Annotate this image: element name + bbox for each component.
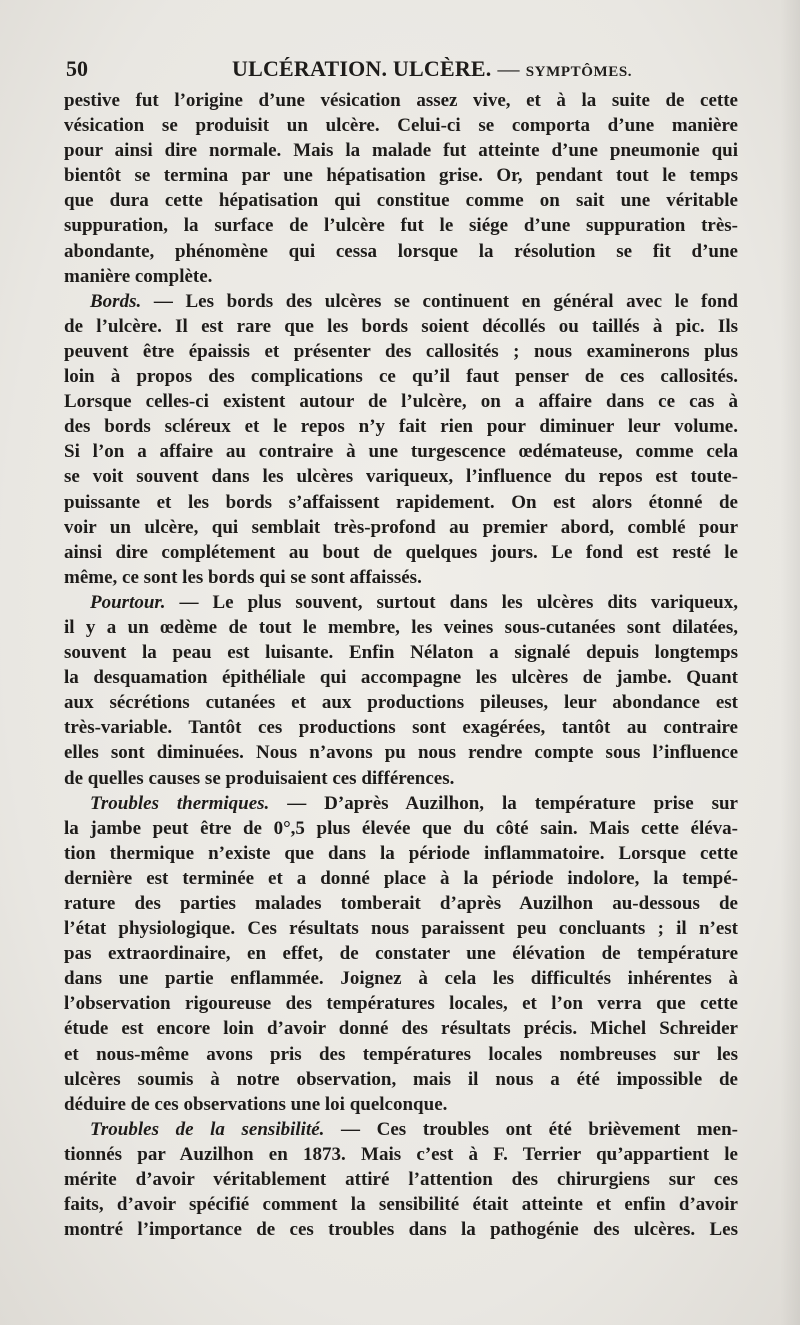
text-line — [64, 414, 738, 439]
line-text: dernière est terminée et a donné place à la période indolore, la tempé- — [64, 867, 738, 889]
text-line — [64, 314, 738, 339]
text-line — [64, 565, 738, 590]
text-line — [64, 615, 738, 640]
text-line — [64, 163, 738, 188]
paragraph-heading: Bords. — [90, 290, 142, 312]
line-text: peuvent être épaissis et présenter des callosités ; nous examinerons plus — [64, 340, 738, 362]
line-text: ainsi dire complétement au bout de quelques jours. Le fond est resté le — [64, 541, 738, 563]
text-line — [64, 715, 738, 740]
page-number: 50 — [66, 56, 88, 81]
line-text: bientôt se termina par une hépatisation grise. Or, pendant tout le temps — [64, 165, 738, 187]
line-text: déduire de ces observations une loi quelconque. — [64, 1093, 448, 1115]
text-line — [64, 113, 738, 138]
running-title — [232, 56, 632, 82]
line-text: la jambe peut être de 0°,5 plus élevée que du côté sain. Mais cette éléva- — [64, 817, 738, 839]
paragraph-heading: Troubles de la sensibilité. — [90, 1118, 325, 1140]
text-line — [64, 264, 738, 289]
line-text: se voit souvent dans les ulcères variqueux, l’influence du repos est toute- — [64, 466, 738, 488]
text-line — [64, 1092, 738, 1117]
running-header — [64, 56, 738, 86]
paragraph-heading: Pourtour. — [90, 591, 166, 613]
line-text: la desquamation épithéliale qui accompagne les ulcères de jambe. Quant — [64, 667, 738, 689]
line-text: et nous-même avons pris des températures locales nombreuses sur les — [64, 1043, 738, 1065]
text-line — [64, 665, 738, 690]
text-line — [64, 916, 738, 941]
line-text: étude est encore loin d’avoir donné des résultats précis. Michel Schreider — [64, 1018, 738, 1040]
line-text: même, ce sont les bords qui se sont affaissés. — [64, 566, 422, 588]
line-text: de l’ulcère. Il est rare que les bords soient décollés ou taillés à pic. Ils — [64, 315, 738, 337]
text-line — [64, 791, 738, 816]
text-line — [64, 339, 738, 364]
line-text: Si l’on a affaire au contraire à une turgescence œdémateuse, comme cela — [64, 441, 738, 463]
line-text: suppuration, la surface de l’ulcère fut le siége d’une suppuration très- — [64, 215, 738, 237]
text-line — [64, 991, 738, 1016]
line-text: — Le plus souvent, surtout dans les ulcères dits variqueux, — [165, 591, 738, 613]
line-text: — Les bords des ulcères se continuent en général avec le fond — [141, 290, 738, 312]
line-text: pour ainsi dire normale. Mais la malade fut atteinte d’une pneumonie qui — [64, 140, 738, 162]
line-text: l’état physiologique. Ces résultats nous paraissent peu concluants ; il n’est — [64, 918, 738, 940]
line-text: il y a un œdème de tout le membre, les veines sous-cutanées sont dilatées, — [64, 616, 738, 638]
text-line — [64, 1067, 738, 1092]
body-text — [64, 88, 738, 1242]
line-text: des bords scléreux et le repos n’y fait rien pour diminuer leur volume. — [64, 416, 738, 438]
paragraph-heading: Troubles thermiques. — [90, 792, 270, 814]
text-line — [64, 816, 738, 841]
title-text: ULCÉRATION. ULCÈRE. — [232, 56, 492, 81]
text-line — [64, 464, 738, 489]
title-dash: — — [497, 56, 520, 81]
text-line — [64, 590, 738, 615]
text-line — [64, 239, 738, 264]
text-line — [64, 364, 738, 389]
text-line — [64, 439, 738, 464]
line-text: vésication se produisit un ulcère. Celui-ci se comporta d’une manière — [64, 115, 738, 137]
line-text: abondante, phénomène qui cessa lorsque la résolution se fit d’une — [64, 240, 738, 262]
line-text: dans une partie enflammée. Joignez à cela les difficultés inhérentes à — [64, 968, 738, 990]
line-text: ulcères soumis à notre observation, mais il nous a été impossible de — [64, 1068, 738, 1090]
text-line — [64, 188, 738, 213]
text-line — [64, 866, 738, 891]
text-line — [64, 640, 738, 665]
line-text: — D’après Auzilhon, la température prise sur — [269, 792, 738, 814]
section-title: SYMPTÔMES. — [525, 64, 633, 80]
line-text: aux sécrétions cutanées et aux productions pileuses, leur abondance est — [64, 692, 738, 714]
text-line — [64, 1142, 738, 1167]
line-text: rature des parties malades tomberait d’après Auzilhon au-dessous de — [64, 893, 738, 914]
line-text: — Ces troubles ont été brièvement men- — [324, 1118, 738, 1140]
text-line — [64, 515, 738, 540]
line-text: tion thermique n’existe que dans la période inflammatoire. Lorsque cette — [64, 842, 738, 864]
text-line — [64, 540, 738, 565]
line-text: souvent la peau est luisante. Enfin Nélaton a signalé depuis longtemps — [64, 642, 738, 664]
text-line — [64, 891, 738, 916]
page-edge-shadow — [780, 0, 800, 1325]
text-line — [64, 740, 738, 765]
text-line — [64, 1042, 738, 1067]
text-line — [64, 1117, 738, 1142]
text-line — [64, 1016, 738, 1041]
line-text: très-variable. Tantôt ces productions sont exagérées, tantôt au contraire — [64, 717, 738, 739]
text-line — [64, 289, 738, 314]
text-line — [64, 213, 738, 238]
text-line — [64, 389, 738, 414]
line-text: que dura cette hépatisation qui constitue comme on sait une véritable — [64, 190, 738, 212]
line-text: montré l’importance de ces troubles dans la pathogénie des ulcères. Les — [64, 1219, 738, 1241]
line-text: manière complète. — [64, 265, 213, 287]
text-line — [64, 766, 738, 791]
line-text: voir un ulcère, qui semblait très-profond au premier abord, comblé pour — [64, 516, 738, 538]
text-line — [64, 1217, 738, 1242]
line-text: l’observation rigoureuse des températures locales, et l’on verra que cette — [64, 993, 738, 1015]
text-line — [64, 1192, 738, 1217]
line-text: pestive fut l’origine d’une vésication assez vive, et à la suite de cette — [64, 90, 738, 111]
line-text: tionnés par Auzilhon en 1873. Mais c’est à F. Terrier qu’appartient le — [64, 1143, 738, 1165]
text-line — [64, 941, 738, 966]
text-line — [64, 690, 738, 715]
text-line — [64, 966, 738, 991]
text-line — [64, 138, 738, 163]
line-text: elles sont diminuées. Nous n’avons pu nous rendre compte sous l’influence — [64, 742, 738, 764]
line-text: de quelles causes se produisaient ces différences. — [64, 767, 455, 789]
line-text: faits, d’avoir spécifié comment la sensibilité était atteinte et enfin d’avoir — [64, 1194, 738, 1216]
line-text: pas extraordinaire, en effet, de constater une élévation de température — [64, 943, 738, 965]
line-text: mérite d’avoir véritablement attiré l’attention des chirurgiens sur ces — [64, 1169, 738, 1191]
text-line — [64, 490, 738, 515]
line-text: Lorsque celles-ci existent autour de l’ulcère, on a affaire dans ce cas à — [64, 391, 738, 413]
text-line — [64, 841, 738, 866]
text-line — [64, 88, 738, 113]
line-text: loin à propos des complications ce qu’il faut penser de ces callosités. — [64, 366, 738, 388]
line-text: puissante et les bords s’affaissent rapidement. On est alors étonné de — [64, 491, 738, 513]
text-line — [64, 1167, 738, 1192]
